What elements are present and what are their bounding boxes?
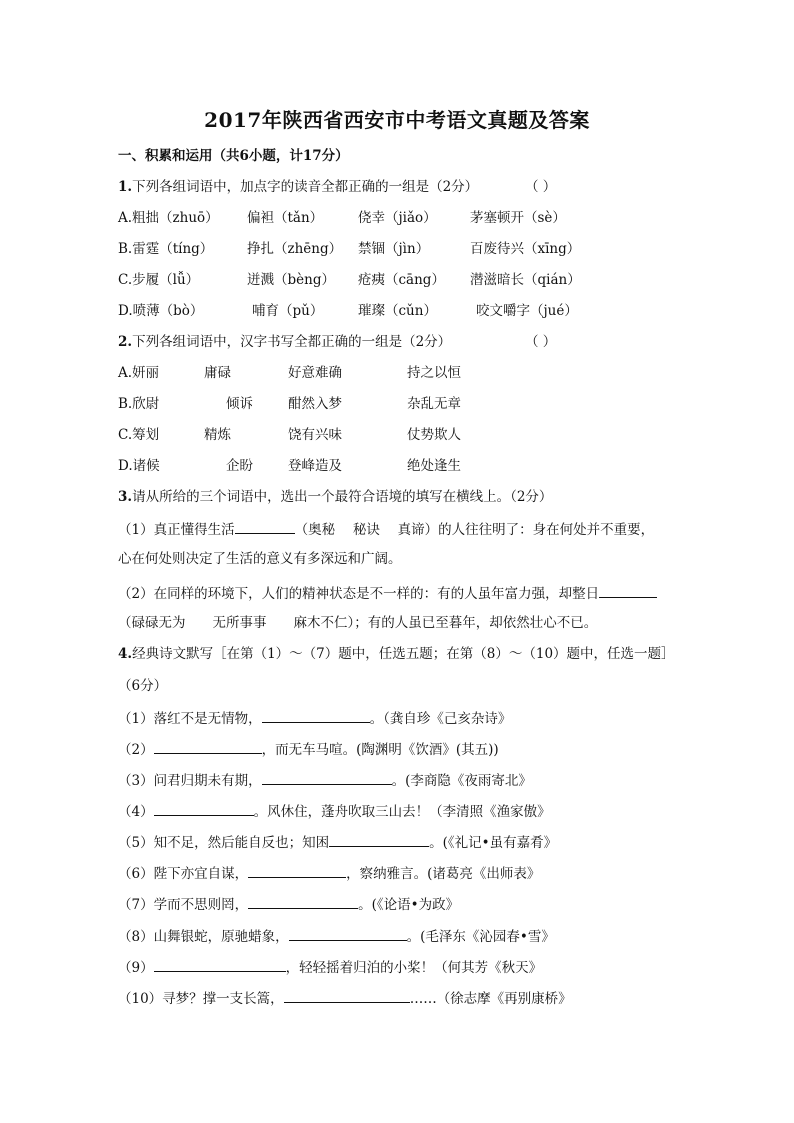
fill-blank[interactable] xyxy=(599,583,657,598)
question-text: 下列各组词语中，汉字书写全都正确的一组是（2分） xyxy=(132,334,452,350)
question-text: 经典诗文默写［在第（1）～（7）题中，任选五题；在第（8）～（10）题中，任选一题］ xyxy=(132,646,675,662)
option-cell: 仗势欺人 xyxy=(407,427,461,443)
q3-text: （奥秘 秘诀 真谛）的人往往明了：身在何处并不重要， xyxy=(294,522,655,538)
poem-suffix: ，轻轻摇着归泊的小桨！（何其芳《秋天》 xyxy=(285,960,543,976)
poem-item xyxy=(118,739,499,759)
option-cell: 杂乱无章 xyxy=(407,396,461,412)
q3-part-1 xyxy=(118,519,654,539)
q3-text: （1）真正懂得生活 xyxy=(118,522,235,538)
poem-prefix: （3）问君归期未有期， xyxy=(118,773,262,789)
poem-item xyxy=(118,957,542,977)
poem-item xyxy=(118,770,532,790)
poem-suffix: 。（龚自珍《己亥杂诗》 xyxy=(369,711,512,727)
question-number: 2. xyxy=(118,334,133,350)
poem-suffix: 。(李商隐《夜雨寄北》 xyxy=(391,773,532,789)
option-cell: 精炼 xyxy=(204,427,231,443)
question-3 xyxy=(118,488,552,506)
option-cell: 侥幸（jiǎo） xyxy=(358,210,437,226)
option-cell: B.雷霆（tíng） xyxy=(118,241,214,257)
poem-prefix: （5）知不足，然后能自反也；知困 xyxy=(118,835,330,851)
option-cell: 禁锢（jìn） xyxy=(358,241,430,257)
question-2 xyxy=(118,333,451,351)
poem-prefix: （4） xyxy=(118,804,154,820)
option-cell: 迸溅（bèng） xyxy=(247,272,335,288)
poem-prefix: （2） xyxy=(118,742,154,758)
option-cell: 挣扎（zhēng） xyxy=(247,241,343,257)
poem-suffix: 。(毛泽东《沁园春•雪》 xyxy=(406,929,555,945)
fill-blank[interactable] xyxy=(154,957,286,972)
answer-parentheses: （ ） xyxy=(525,334,557,350)
option-cell: 企盼 xyxy=(226,458,253,474)
option-cell: 哺育（pǔ） xyxy=(252,303,324,319)
question-score: （6分） xyxy=(118,678,168,694)
option-cell: 酣然入梦 xyxy=(288,396,342,412)
option-cell: A.粗拙（zhuō） xyxy=(118,210,219,226)
page-title: 2017年陕西省西安市中考语文真题及答案 xyxy=(204,108,590,132)
q3-text: （2）在同样的环境下，人们的精神状态是不一样的：有的人虽年富力强，却整日 xyxy=(118,586,600,602)
option-cell: D.诸候 xyxy=(118,458,160,474)
option-cell: C.步履（lǚ） xyxy=(118,272,200,288)
fill-blank[interactable] xyxy=(284,988,410,1003)
poem-suffix: ，察纳雅言。(诸葛亮《出师表》 xyxy=(346,866,541,882)
option-cell: 庸碌 xyxy=(204,365,231,381)
fill-blank[interactable] xyxy=(248,894,358,909)
option-cell: C.筹划 xyxy=(118,427,160,443)
option-cell: 好意难确 xyxy=(288,365,342,381)
q3-text: 心在何处则决定了生活的意义有多深远和广阔。 xyxy=(118,551,402,567)
option-cell: 茅塞顿开（sè） xyxy=(470,210,566,226)
question-1 xyxy=(118,178,478,196)
fill-blank[interactable] xyxy=(154,739,262,754)
option-cell: 百废待兴（xīng） xyxy=(470,241,581,257)
question-number: 4. xyxy=(118,646,133,662)
poem-prefix: （9） xyxy=(118,960,154,976)
poem-suffix: ，而无车马喧。(陶渊明《饮酒》(其五)) xyxy=(261,742,499,758)
poem-prefix: （1）落红不是无情物， xyxy=(118,711,262,727)
option-cell: 饶有兴味 xyxy=(288,427,342,443)
option-cell: 倾诉 xyxy=(226,396,253,412)
option-cell: A.妍丽 xyxy=(118,365,160,381)
option-cell: 疮痍（cāng） xyxy=(358,272,445,288)
question-text: 请从所给的三个词语中，选出一个最符合语境的填写在横线上。（2分） xyxy=(132,489,553,505)
fill-blank[interactable] xyxy=(262,708,370,723)
option-cell: 绝处逢生 xyxy=(407,458,461,474)
poem-suffix: 。风休住，蓬舟吹取三山去！（李清照《渔家傲》 xyxy=(253,804,551,820)
poem-item xyxy=(118,708,511,728)
poem-item xyxy=(118,801,551,821)
poem-item xyxy=(118,863,540,883)
question-4 xyxy=(118,645,675,663)
fill-blank[interactable] xyxy=(235,519,295,534)
question-number: 1. xyxy=(118,179,133,195)
fill-blank[interactable] xyxy=(329,832,429,847)
option-cell: 偏袒（tǎn） xyxy=(247,210,324,226)
option-cell: D.喷薄（bò） xyxy=(118,303,204,319)
poem-prefix: （8）山舞银蛇，原驰蜡象， xyxy=(118,929,289,945)
fill-blank[interactable] xyxy=(248,863,346,878)
fill-blank[interactable] xyxy=(154,801,254,816)
option-cell: 登峰造及 xyxy=(288,458,342,474)
fill-blank[interactable] xyxy=(289,926,407,941)
poem-prefix: （6）陛下亦宜自谋， xyxy=(118,866,249,882)
poem-prefix: （7）学而不思则罔， xyxy=(118,897,249,913)
q3-part-2 xyxy=(118,583,657,603)
poem-suffix: ……（徐志摩《再别康桥》 xyxy=(409,991,572,1007)
question-text: 下列各组词语中，加点字的读音全都正确的一组是（2分） xyxy=(132,179,479,195)
answer-parentheses: （ ） xyxy=(525,179,557,195)
question-number: 3. xyxy=(118,489,133,505)
section-heading: 一、积累和运用（共6小题，计17分） xyxy=(118,148,349,164)
q3-text: （碌碌无为 无所事事 麻木不仁）；有的人虽已至暮年，却依然壮心不已。 xyxy=(118,615,598,631)
option-cell: 潜滋暗长（qián） xyxy=(470,272,581,288)
fill-blank[interactable] xyxy=(262,770,392,785)
option-cell: 咬文嚼字（jué） xyxy=(476,303,578,319)
poem-prefix: （10）寻梦？撑一支长篙， xyxy=(118,991,284,1007)
poem-item xyxy=(118,832,557,852)
poem-item xyxy=(118,926,555,946)
poem-item xyxy=(118,988,572,1008)
option-cell: B.欣尉 xyxy=(118,396,160,412)
option-cell: 持之以恒 xyxy=(407,365,461,381)
option-cell: 璀璨（cǔn） xyxy=(358,303,437,319)
poem-item xyxy=(118,894,459,914)
poem-suffix: 。(《论语•为政》 xyxy=(358,897,460,913)
poem-suffix: 。(《礼记•虽有嘉肴》 xyxy=(429,835,558,851)
